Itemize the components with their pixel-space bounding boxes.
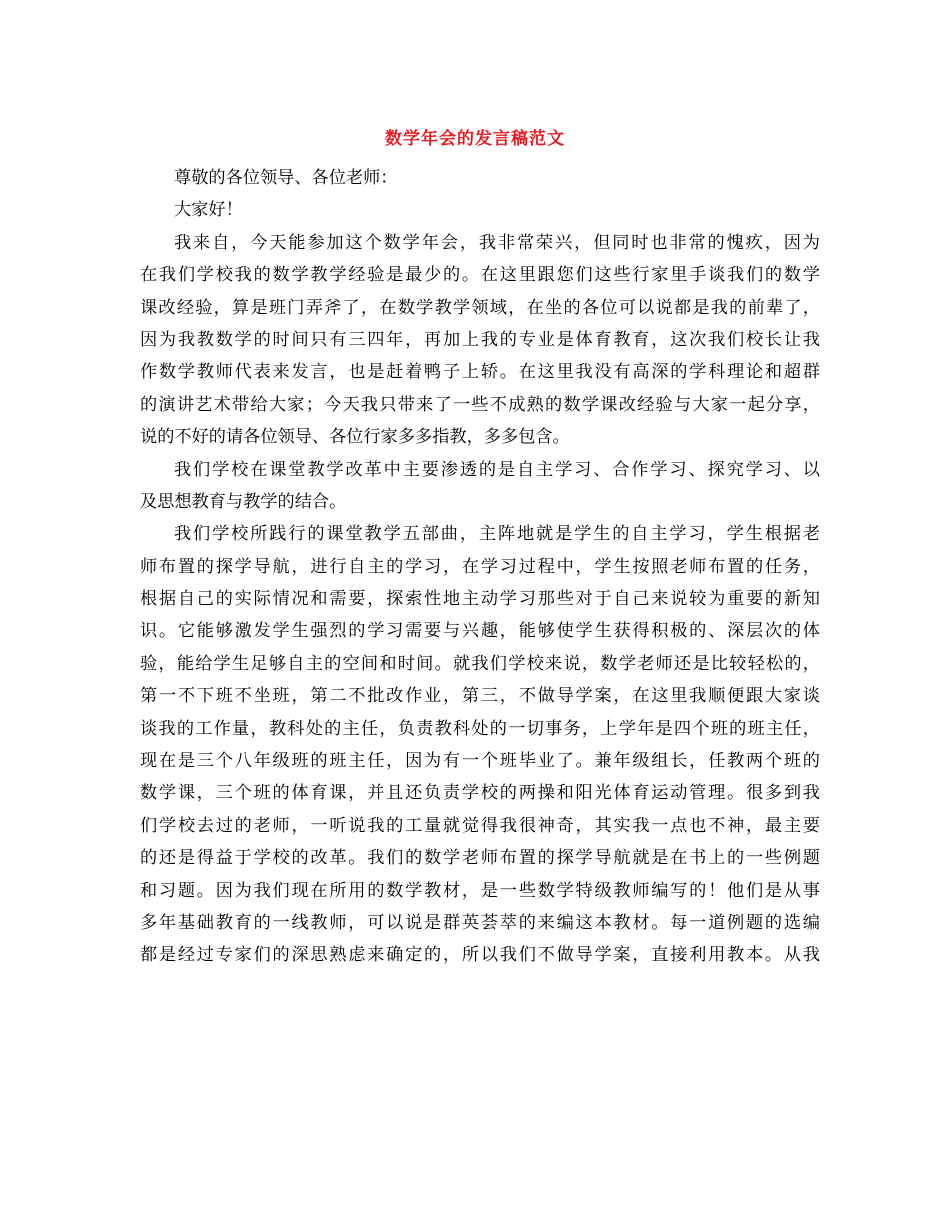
text-line: 我们学校所践行的课堂教学五部曲，主阵地就是学生的自主学习，学生根据老 [174,524,820,545]
text-line: 我来自，今天能参加这个数学年会，我非常荣兴，但同时也非常的愧疚，因为 [174,232,820,253]
document-body [140,162,820,972]
text-line: 说的不好的请各位领导、各位行家多多指教，多多包含。 [140,427,570,448]
text-line: 课改经验，算是班门弄斧了，在数学教学领域，在坐的各位可以说都是我的前辈了， [140,297,820,318]
text-line: 的还是得益于学校的改革。我们的数学老师布置的探学导航就是在书上的一些例题 [140,848,820,869]
text-line: 根据自己的实际情况和需要，探索性地主动学习那些对于自己来说较为重要的新知 [140,589,820,610]
text-line: 多年基础教育的一线教师，可以说是群英荟萃的来编这本教材。每一道例题的选编 [140,912,820,933]
text-line: 尊敬的各位领导、各位老师： [174,168,398,188]
text-line: 数学课，三个班的体育课，并且还负责学校的两操和阳光体育运动管理。很多到我 [140,783,820,804]
text-line: 验，能给学生足够自主的空间和时间。就我们学校来说，数学老师还是比较轻松的， [140,653,820,674]
text-line: 谈我的工作量，教科处的主任，负责教科处的一切事务，上学年是四个班的班主任， [140,718,820,739]
text-line: 第一不下班不坐班，第二不批改作业，第三，不做导学案，在这里我顺便跟大家谈 [140,686,820,707]
text-line: 都是经过专家们的深思熟虑来确定的，所以我们不做导学案，直接利用教本。从我 [140,945,820,966]
text-line: 的演讲艺术带给大家；今天我只带来了一些不成熟的数学课改经验与大家一起分享， [140,394,820,415]
document-title: 数学年会的发言稿范文 [385,129,565,149]
text-line: 大家好！ [174,200,243,221]
text-line: 们学校去过的老师，一听说我的工量就觉得我很神奇，其实我一点也不神，最主要 [140,815,820,836]
text-line: 师布置的探学导航，进行自主的学习，在学习过程中，学生按照老师布置的任务， [140,556,820,577]
text-line: 现在是三个八年级班的班主任，因为有一个班毕业了。兼年级组长，任教两个班的 [140,751,820,772]
text-line: 在我们学校我的数学教学经验是最少的。在这里跟您们这些行家里手谈我们的数学 [140,265,820,286]
text-line: 识。它能够激发学生强烈的学习需要与兴趣，能够使学生获得积极的、深层次的体 [140,621,820,642]
text-line: 我们学校在课堂教学改革中主要渗透的是自主学习、合作学习、探究学习、以 [174,459,820,480]
text-line: 和习题。因为我们现在所用的数学教材，是一些数学特级教师编写的！他们是从事 [140,880,820,901]
text-line: 及思想教育与教学的结合。 [140,491,347,512]
text-line: 作数学教师代表来发言，也是赶着鸭子上轿。在这里我没有高深的学科理论和超群 [140,362,820,383]
text-line: 因为我教数学的时间只有三四年，再加上我的专业是体育教育，这次我们校长让我 [140,329,820,350]
